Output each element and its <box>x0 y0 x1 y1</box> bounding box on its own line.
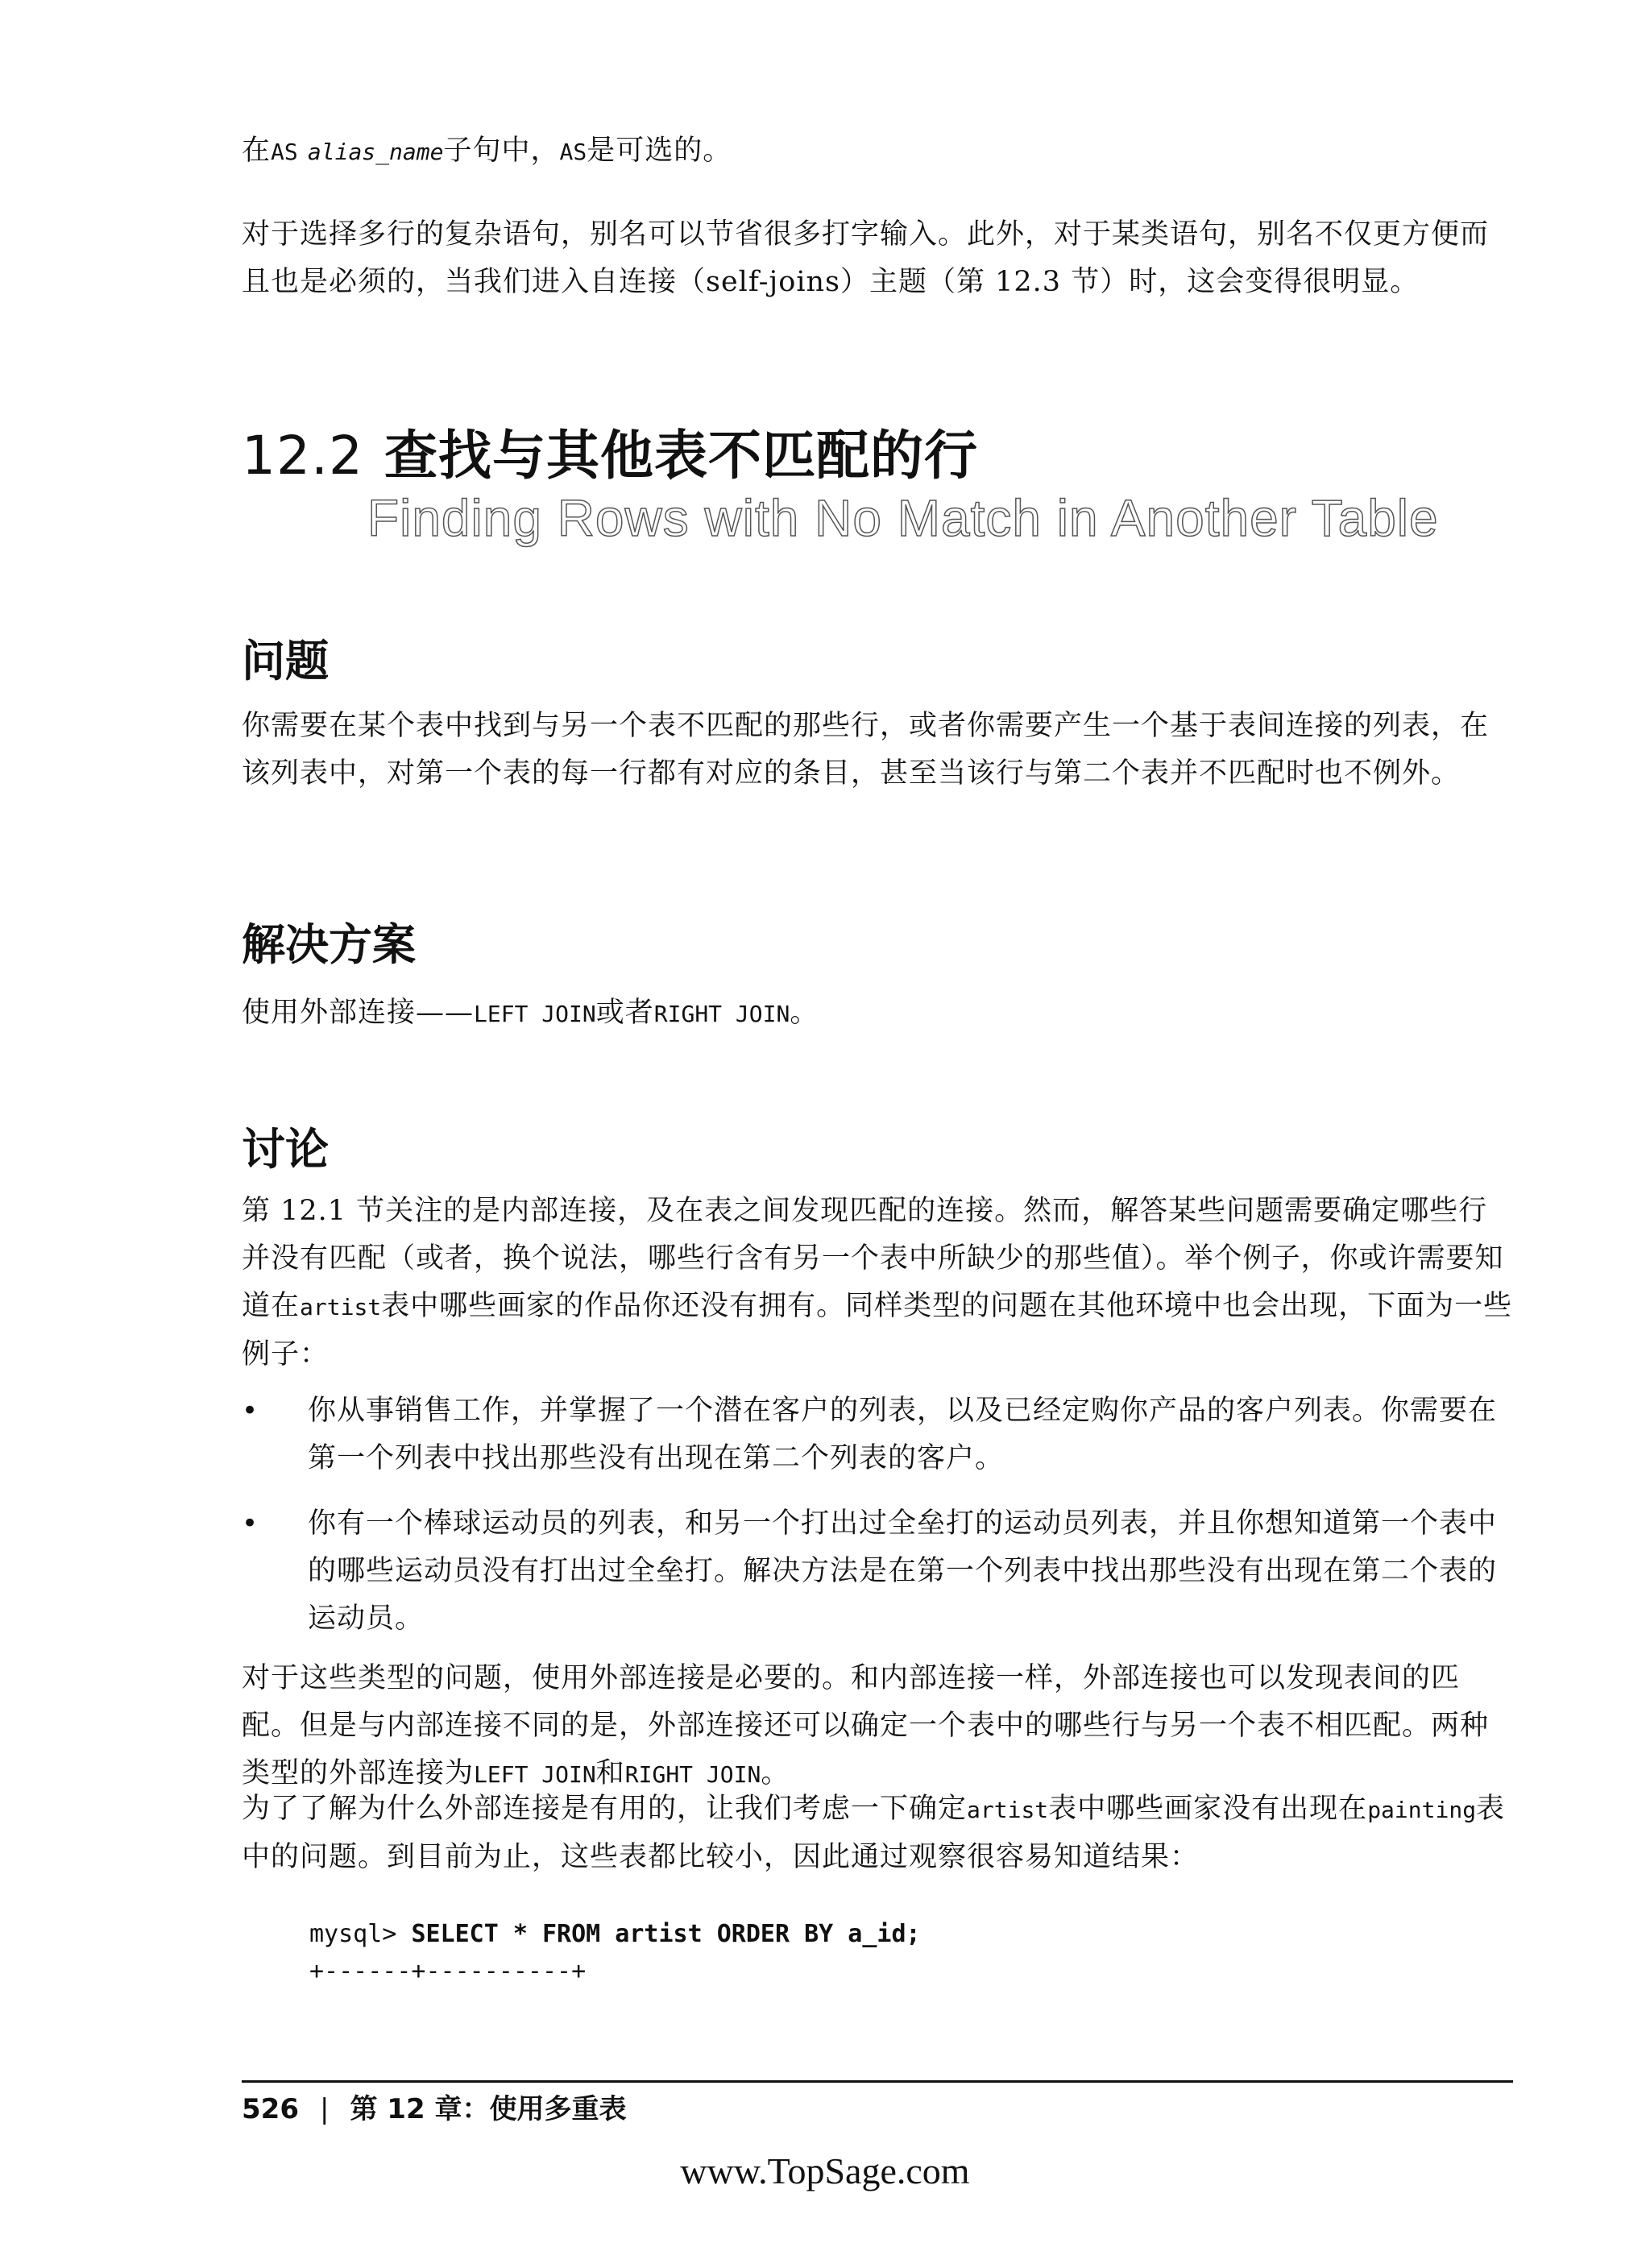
watermark-url: www.TopSage.com <box>680 2150 970 2191</box>
section-title <box>242 413 1515 489</box>
code-block <box>309 1916 1437 1990</box>
code-keyword: artist <box>967 1797 1049 1823</box>
code-alias: alias_name <box>307 139 444 165</box>
code-table-rule: +------+----------+ <box>309 1957 587 1985</box>
code-keyword: LEFT JOIN <box>474 1001 596 1027</box>
discussion-paragraph-2: 对于这些类型的问题，使用外部连接是必要的。和内部连接一样，外部连接也可以发现表间的匹配。但是与内部连接不同的是，外部连接还可以确定一个表中的哪些行与另一个表不相匹配。两种类型的外部连接为LEFT JOIN和RIGHT JOIN。 <box>242 1662 1490 1789</box>
intro-paragraph-1: 在AS alias_name子句中，AS是可选的。 <box>242 135 732 167</box>
intro-paragraph-2: 对于选择多行的复杂语句，别名可以节省很多打字输入。此外，对于某类语句，别名不仅更方便而且也是必须的，当我们进入自连接（self-joins）主题（第 12.3 节）时，这会变得很明显。 <box>242 218 1490 298</box>
bullet-text: 你从事销售工作，并掌握了一个潜在客户的列表，以及已经定购你产品的客户列表。你需要在第一个列表中找出那些没有出现在第二个列表的客户。 <box>308 1395 1498 1474</box>
list-item <box>242 1500 1515 1643</box>
page-number: 526 <box>242 2093 299 2125</box>
discussion-heading: 讨论 <box>242 1124 329 1175</box>
code-keyword: LEFT JOIN <box>474 1761 596 1788</box>
code-keyword: RIGHT JOIN <box>624 1761 761 1788</box>
code-keyword: artist <box>300 1294 382 1321</box>
list-item <box>242 1387 1515 1482</box>
problem-text: 你需要在某个表中找到与另一个表不匹配的那些行，或者你需要产生一个基于表间连接的列表，在该列表中，对第一个表的每一行都有对应的条目，甚至当该行与第二个表并不匹配时也不例外。 <box>242 710 1490 790</box>
section-title-zh: 查找与其他表不匹配的行 <box>383 425 978 487</box>
solution-heading: 解决方案 <box>242 919 416 970</box>
bullet-mark: • <box>242 1395 259 1427</box>
code-keyword: RIGHT JOIN <box>653 1001 790 1027</box>
page-footer <box>242 2087 626 2126</box>
code-keyword: AS <box>559 139 587 165</box>
problem-heading: 问题 <box>242 636 329 686</box>
discussion-paragraph-3: 为了了解为什么外部连接是有用的，让我们考虑一下确定artist表中哪些画家没有出现在painting表中的问题。到目前为止，这些表都比较小，因此通过观察很容易知道结果： <box>242 1793 1506 1873</box>
code-keyword: AS <box>271 139 298 165</box>
bullet-mark: • <box>242 1507 259 1540</box>
code-query: SELECT * FROM artist ORDER BY a_id; <box>411 1920 921 1948</box>
section-number: 12.2 <box>242 425 363 487</box>
discussion-paragraph-1: 第 12.1 节关注的是内部连接，及在表之间发现匹配的连接。然而，解答某些问题需要确定哪些行并没有匹配（或者，换个说法，哪些行含有另一个表中所缺少的那些值）。举个例子，你或许需要知道在artist表中哪些画家的作品你还没有拥有。同样类型的问题在其他环境中也会出现，下面为一些例子： <box>242 1195 1513 1370</box>
code-prompt: mysql> <box>309 1920 412 1948</box>
bullet-text: 你有一个棒球运动员的列表，和另一个打出过全垒打的运动员列表，并且你想知道第一个表中的哪些运动员没有打出过全垒打。解决方法是在第一个列表中找出那些没有出现在第二个表的运动员。 <box>308 1507 1498 1635</box>
chapter-title: 第 12 章：使用多重表 <box>350 2093 627 2125</box>
code-keyword: painting <box>1367 1797 1477 1823</box>
footer-separator: | <box>319 2093 330 2125</box>
solution-text: 使用外部连接——LEFT JOIN或者RIGHT JOIN。 <box>242 997 819 1029</box>
footer-rule <box>242 2080 1513 2083</box>
section-title-en: Finding Rows with No Match in Another Table <box>367 489 1439 547</box>
